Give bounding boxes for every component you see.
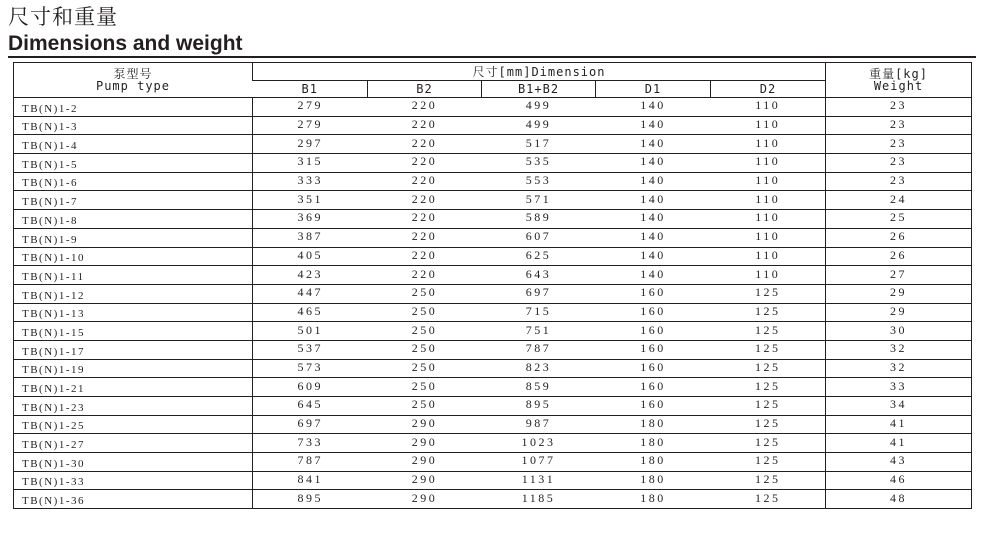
weight-cell: 25: [826, 210, 972, 229]
table-row: [14, 228, 972, 247]
b1-cell: 351: [253, 191, 368, 210]
d2-cell: 125: [711, 453, 826, 472]
b1-b2-cell: 571: [482, 191, 596, 210]
column-header-d2: D2: [711, 81, 826, 98]
table-row: [14, 471, 972, 490]
b2-cell: 220: [368, 154, 482, 173]
b2-cell: 220: [368, 172, 482, 191]
b1-b2-cell: 787: [482, 340, 596, 359]
pump-type-cell: TB(N)1-9: [14, 228, 253, 247]
table-row: [14, 191, 972, 210]
table-row: [14, 98, 972, 117]
weight-cell: 23: [826, 135, 972, 154]
pump-type-cell: TB(N)1-10: [14, 247, 253, 266]
b1-b2-cell: 1185: [521, 490, 556, 505]
weight-cell: 23: [826, 172, 972, 191]
weight-cell: 26: [826, 228, 972, 247]
d1-cell: 140: [596, 98, 711, 117]
d1-cell: 140: [596, 247, 711, 266]
d1-cell: 140: [596, 116, 711, 135]
table-row: [14, 266, 972, 285]
b1-cell: 447: [253, 284, 368, 303]
b1-b2-cell: 589: [482, 210, 596, 229]
b1-cell: 787: [253, 453, 368, 472]
d1-cell: 160: [596, 359, 711, 378]
b2-cell: 250: [368, 284, 482, 303]
d1-cell: 180: [596, 415, 711, 434]
b1-b2-cell: 697: [482, 284, 596, 303]
b1-cell: 697: [253, 415, 368, 434]
b1-cell: 609: [253, 378, 368, 397]
table-row: [14, 303, 972, 322]
b1-cell: 841: [253, 471, 368, 490]
b1-cell: 645: [253, 397, 368, 416]
pump-type-cell: TB(N)1-25: [14, 415, 253, 434]
weight-cell: 23: [826, 154, 972, 173]
table-row: [14, 378, 972, 397]
b2-cell: 290: [411, 490, 438, 505]
table-header: [14, 63, 972, 98]
weight-header: [826, 63, 972, 98]
d2-cell: 125: [711, 359, 826, 378]
pump-type-header-zh: 泵型号: [113, 67, 153, 81]
table-row: [14, 210, 972, 229]
d2-cell: 110: [711, 247, 826, 266]
pump-type-cell: TB(N)1-13: [14, 303, 253, 322]
pump-type-cell: TB(N)1-7: [14, 191, 253, 210]
d2-cell: 110: [711, 116, 826, 135]
column-header-d1: D1: [596, 81, 711, 98]
d1-cell: 140: [596, 135, 711, 154]
b2-cell: 250: [368, 359, 482, 378]
b1-cell: 297: [253, 135, 368, 154]
b1-cell: 405: [253, 247, 368, 266]
d2-cell: 125: [711, 322, 826, 341]
b1-b2-cell: 535: [482, 154, 596, 173]
b1-cell: 573: [253, 359, 368, 378]
table-row: [14, 434, 972, 453]
d1-cell: 140: [596, 191, 711, 210]
b1-b2-cell: 715: [482, 303, 596, 322]
table-row: [14, 154, 972, 173]
page-title-english: Dimensions and weight: [8, 32, 243, 55]
b1-cell: 333: [253, 172, 368, 191]
table-row: [14, 322, 972, 341]
d1-cell: 140: [596, 154, 711, 173]
pump-type-cell: TB(N)1-5: [14, 154, 253, 173]
d2-cell: 125: [711, 415, 826, 434]
b2-cell: 220: [368, 247, 482, 266]
pump-type-cell: TB(N)1-2: [14, 98, 253, 117]
d1-cell: 140: [596, 210, 711, 229]
pump-type-cell: TB(N)1-6: [14, 172, 253, 191]
d2-cell: 125: [711, 434, 826, 453]
column-header-b2: B2: [368, 81, 482, 98]
b1-cell: 369: [253, 210, 368, 229]
weight-cell: 32: [826, 340, 972, 359]
b2-cell: 220: [368, 266, 482, 285]
b2-cell: 220: [368, 98, 482, 117]
b2-cell: 220: [368, 210, 482, 229]
weight-cell: 26: [826, 247, 972, 266]
b1-b2-cell: 499: [482, 116, 596, 135]
weight-header-zh: 重量[kg]: [869, 67, 928, 81]
d2-cell: 110: [711, 98, 826, 117]
d2-cell: 125: [755, 490, 781, 505]
dimensions-table: [13, 62, 972, 509]
d2-cell: 125: [711, 471, 826, 490]
b1-cell: 895: [297, 490, 323, 505]
weight-cell: 29: [826, 284, 972, 303]
d1-cell: 160: [596, 397, 711, 416]
d1-cell: 140: [596, 172, 711, 191]
table-row: [14, 415, 972, 434]
b1-b2-cell: 643: [482, 266, 596, 285]
table-row: [14, 453, 972, 472]
d2-cell: 110: [711, 210, 826, 229]
b2-cell: 290: [368, 415, 482, 434]
b1-cell: 279: [253, 98, 368, 117]
d2-cell: 125: [711, 340, 826, 359]
b1-b2-cell: 895: [482, 397, 596, 416]
d1-cell: 180: [596, 471, 711, 490]
b2-cell: 290: [368, 453, 482, 472]
d1-cell: 140: [596, 266, 711, 285]
d1-cell: 160: [596, 340, 711, 359]
b2-cell: 290: [368, 434, 482, 453]
pump-type-cell: TB(N)1-17: [14, 340, 253, 359]
d2-cell: 110: [711, 154, 826, 173]
d2-cell: 110: [711, 266, 826, 285]
d1-cell: 160: [596, 378, 711, 397]
b2-cell: 250: [368, 397, 482, 416]
pump-type-cell: TB(N)1-27: [14, 434, 253, 453]
b1-b2-cell: 607: [482, 228, 596, 247]
d2-cell: 110: [711, 191, 826, 210]
b1-cell: 423: [253, 266, 368, 285]
page-title-chinese: 尺寸和重量: [8, 5, 118, 29]
d2-cell: 110: [711, 172, 826, 191]
b1-b2-cell: 1077: [482, 453, 596, 472]
b1-cell: 501: [253, 322, 368, 341]
weight-cell: 46: [826, 471, 972, 490]
weight-cell: 43: [826, 453, 972, 472]
d2-cell: 125: [711, 303, 826, 322]
weight-cell: 27: [826, 266, 972, 285]
pump-type-cell: TB(N)1-4: [14, 135, 253, 154]
table-row: [14, 490, 972, 509]
column-header-b1-b2: B1+B2: [482, 81, 596, 98]
table-row: [14, 135, 972, 154]
table-row: [14, 172, 972, 191]
pump-type-cell: TB(N)1-8: [14, 210, 253, 229]
pump-type-cell: TB(N)1-33: [14, 471, 253, 490]
weight-cell: 48: [826, 490, 972, 509]
b2-cell: 250: [368, 303, 482, 322]
b1-b2-cell: 1023: [482, 434, 596, 453]
pump-type-cell: TB(N)1-21: [14, 378, 253, 397]
table-body: [14, 98, 972, 509]
weight-cell: 23: [826, 98, 972, 117]
weight-cell: 41: [826, 415, 972, 434]
b1-cell: 733: [253, 434, 368, 453]
b2-cell: 220: [368, 191, 482, 210]
d1-cell: 160: [596, 322, 711, 341]
b1-cell: 537: [253, 340, 368, 359]
weight-cell: 33: [826, 378, 972, 397]
pump-type-cell: TB(N)1-30: [14, 453, 253, 472]
weight-cell: 23: [826, 116, 972, 135]
d2-cell: 125: [711, 284, 826, 303]
b2-cell: 250: [368, 340, 482, 359]
pump-type-cell: TB(N)1-12: [14, 284, 253, 303]
d2-cell: 125: [711, 378, 826, 397]
pump-type-cell: TB(N)1-23: [14, 397, 253, 416]
weight-cell: 29: [826, 303, 972, 322]
b2-cell: 290: [368, 471, 482, 490]
table-row: [14, 284, 972, 303]
d1-cell: 160: [596, 303, 711, 322]
dimension-header: 尺寸[mm]Dimension: [253, 63, 826, 81]
b1-b2-cell: 751: [482, 322, 596, 341]
weight-header-en: Weight: [873, 79, 924, 93]
weight-cell: 30: [826, 322, 972, 341]
pump-type-cell: TB(N)1-36: [14, 490, 253, 509]
title-divider: [8, 56, 976, 58]
d1-cell: 140: [596, 228, 711, 247]
b1-cell: 315: [253, 154, 368, 173]
d2-cell: 110: [711, 135, 826, 154]
table-row: [14, 247, 972, 266]
weight-cell: 34: [826, 397, 972, 416]
d1-cell: 180: [596, 453, 711, 472]
d1-cell: 180: [640, 490, 666, 505]
b1-cell: 279: [253, 116, 368, 135]
d2-cell: 125: [711, 397, 826, 416]
b1-cell: 465: [253, 303, 368, 322]
pump-type-header-en: Pump type: [95, 79, 171, 93]
b1-b2-cell: 625: [482, 247, 596, 266]
table-row: [14, 359, 972, 378]
b1-cell: 387: [253, 228, 368, 247]
b1-b2-cell: 987: [482, 415, 596, 434]
b1-b2-cell: 517: [482, 135, 596, 154]
table-row: [14, 116, 972, 135]
b2-cell: 220: [368, 135, 482, 154]
b2-cell: 250: [368, 322, 482, 341]
pump-type-header: [14, 63, 253, 98]
b1-b2-cell: 553: [482, 172, 596, 191]
b2-cell: 250: [368, 378, 482, 397]
d1-cell: 180: [596, 434, 711, 453]
b1-b2-cell: 823: [482, 359, 596, 378]
table-row: [14, 340, 972, 359]
b2-cell: 220: [368, 116, 482, 135]
column-header-b1: B1: [253, 81, 368, 98]
pump-type-cell: TB(N)1-11: [14, 266, 253, 285]
weight-cell: 41: [826, 434, 972, 453]
weight-cell: 24: [826, 191, 972, 210]
b2-cell: 220: [368, 228, 482, 247]
pump-type-cell: TB(N)1-3: [14, 116, 253, 135]
d2-cell: 110: [711, 228, 826, 247]
weight-cell: 32: [826, 359, 972, 378]
b1-b2-cell: 859: [482, 378, 596, 397]
pump-type-cell: TB(N)1-19: [14, 359, 253, 378]
pump-type-cell: TB(N)1-15: [14, 322, 253, 341]
b1-b2-cell: 1131: [482, 471, 596, 490]
table-row: [14, 397, 972, 416]
b1-b2-cell: 499: [482, 98, 596, 117]
d1-cell: 160: [596, 284, 711, 303]
